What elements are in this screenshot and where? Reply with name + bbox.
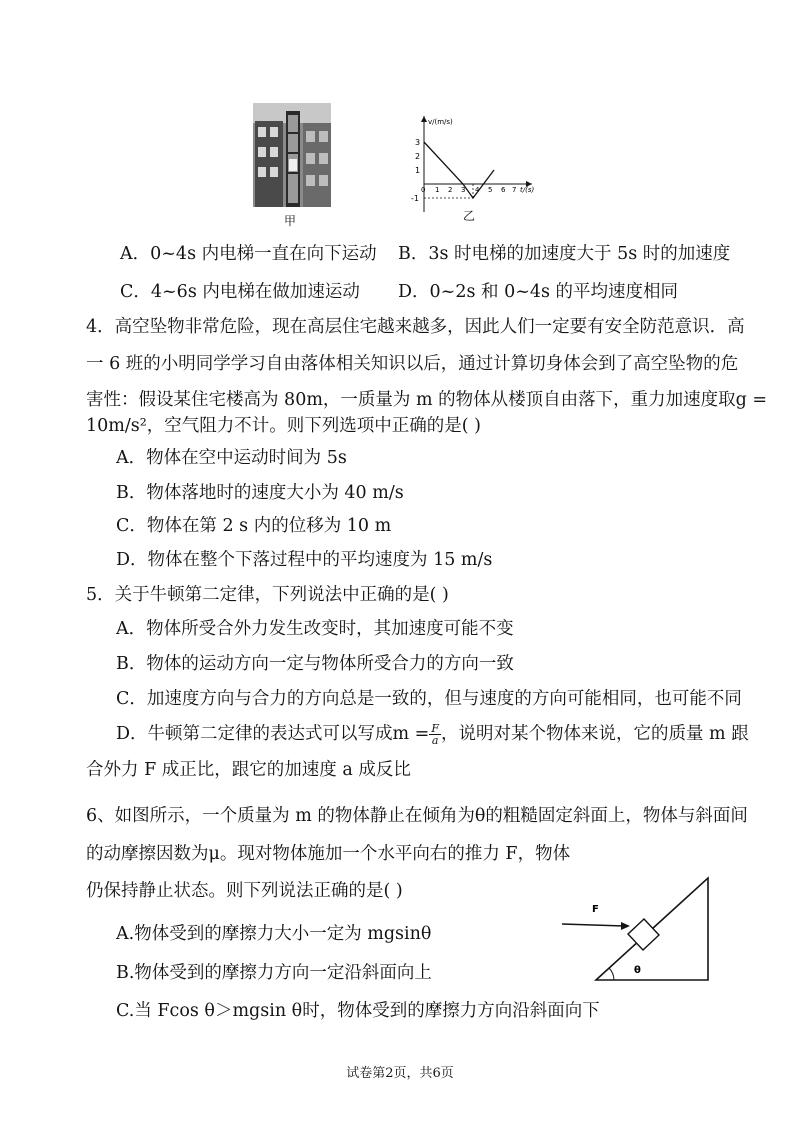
y-axis-label: v/(m/s) <box>428 118 453 126</box>
x-tick-5: 5 <box>488 186 493 194</box>
q4-option-d: D．物体在整个下落过程中的平均速度为 15 m/s <box>116 550 493 570</box>
y-tick-3: 3 <box>415 138 421 147</box>
x-tick-0: 0 <box>421 186 426 194</box>
q4-option-a: A．物体在空中运动时间为 5s <box>116 448 347 468</box>
figure-jia-caption: 甲 <box>284 214 297 228</box>
fraction-denominator: a <box>431 734 439 747</box>
q5-option-c: C．加速度方向与合力的方向总是一致的，但与速度的方向可能相同，也可能不同 <box>116 689 742 709</box>
q5-option-d-line-2: 合外力 F 成正比，跟它的加速度 a 成反比 <box>86 760 411 780</box>
q6-option-a: A.物体受到的摩擦力大小一定为 mgsinθ <box>116 924 432 944</box>
q4-stem-line-2: 一 6 班的小明同学学习自由落体相关知识以后，通过计算切身体会到了高空坠物的危 <box>86 354 739 374</box>
x-tick-7: 7 <box>512 186 517 194</box>
q5-option-d-fraction <box>429 723 441 746</box>
q5-option-b: B．物体的运动方向一定与物体所受合力的方向一致 <box>116 654 514 674</box>
x-tick-1: 1 <box>435 186 440 194</box>
x-tick-2: 2 <box>448 186 453 194</box>
angle-arc <box>609 968 614 980</box>
incline-figure <box>558 872 718 984</box>
block <box>628 919 659 950</box>
x-tick-3: 3 <box>461 186 466 194</box>
force-arrow <box>562 924 624 926</box>
x-tick-4: 4 <box>475 186 480 194</box>
q6-stem-line-2: 的动摩擦因数为μ。现对物体施加一个水平向右的推力 F，物体 <box>86 844 571 864</box>
q4-stem-line-3: 害性：假设某住宅楼高为 80m，一质量为 m 的物体从楼顶自由落下，重力加速度取g = <box>86 390 768 410</box>
x-axis-label: t/(s) <box>520 186 535 194</box>
figure-yi-caption: 乙 <box>463 209 476 223</box>
q6-option-c: C.当 Fcos θ＞mgsin θ时，物体受到的摩擦力方向沿斜面向下 <box>116 1001 600 1021</box>
vt-graph <box>410 114 535 214</box>
elevator-photo <box>253 103 331 207</box>
fraction-numerator: F <box>431 722 439 735</box>
q5-stem: 5．关于牛顿第二定律，下列说法中正确的是( ) <box>86 585 449 605</box>
y-tick-1: 1 <box>415 166 421 175</box>
q5-option-d <box>116 722 749 746</box>
y-tick-2: 2 <box>415 152 421 161</box>
q3-option-d: D．0~2s 和 0~4s 的平均速度相同 <box>398 282 679 302</box>
page-footer: 试卷第2页，共6页 <box>346 1066 454 1081</box>
q4-option-b: B．物体落地时的速度大小为 40 m/s <box>116 483 404 503</box>
q6-stem-line-3: 仍保持静止状态。则下列说法正确的是( ) <box>86 881 403 901</box>
angle-label: θ <box>634 965 641 976</box>
q6-stem-line-1: 6、如图所示，一个质量为 m 的物体静止在倾角为θ的粗糙固定斜面上，物体与斜面间 <box>86 806 748 826</box>
q4-stem-line-4: 10m/s²，空气阻力不计。则下列选项中正确的是( ) <box>86 416 481 436</box>
q4-option-c: C．物体在第 2 s 内的位移为 10 m <box>116 516 392 536</box>
q3-option-a: A．0~4s 内电梯一直在向下运动 <box>120 244 377 264</box>
q3-option-c: C．4~6s 内电梯在做加速运动 <box>120 282 360 302</box>
q6-option-b: B.物体受到的摩擦力方向一定沿斜面向上 <box>116 963 432 983</box>
q5-option-a: A．物体所受合外力发生改变时，其加速度可能不变 <box>116 619 514 639</box>
q3-option-b: B．3s 时电梯的加速度大于 5s 时的加速度 <box>398 244 731 264</box>
y-tick-neg1: -1 <box>411 194 419 203</box>
q5-option-d-post: ，说明对某个物体来说，它的质量 m 跟 <box>441 724 749 744</box>
q4-stem-line-1: 4．高空坠物非常危险，现在高层住宅越来越多，因此人们一定要有安全防范意识．高 <box>86 317 745 337</box>
q5-option-d-pre: D．牛顿第二定律的表达式可以写成m = <box>116 724 430 744</box>
force-label: F <box>592 904 599 915</box>
x-tick-6: 6 <box>501 186 506 194</box>
